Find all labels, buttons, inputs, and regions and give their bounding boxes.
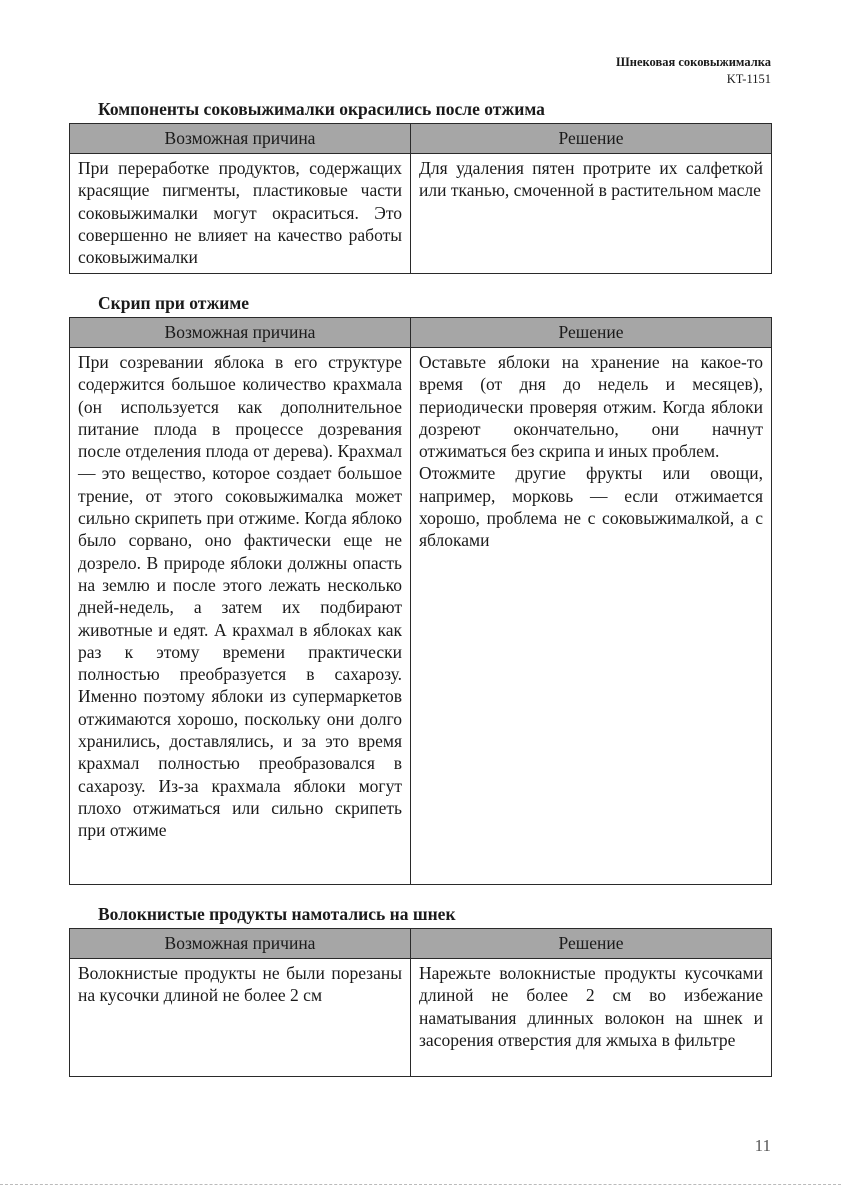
- solution-paragraph: Нарежьте волокнистые продукты кусочками длиной не более 2 см во избежание наматывания длинных волокон на шнек и засорения отверстия для жмыха в фильтре: [419, 963, 763, 1050]
- solution-cell: [411, 348, 772, 885]
- troubleshooting-table-squeak: [69, 317, 772, 885]
- column-header-solution: Решение: [411, 318, 772, 348]
- cause-cell: При созревании яблока в его структуре содержится большое количество крахмала (он используется как дополнительное питание плода в процессе дозревания после отделения плода от дерева). Крахмал — это вещество, которое создает большое трение, от этого соковыжималка может сильно скрипеть при отжиме. Когда яблоко было сорвано, оно фактически еще не дозрело. В природе яблоки должны опасть на землю и после этого лежать несколько дней-недель, а затем их подбирают животные и едят. А крахмал в яблоках как раз к этому времени практически полностью преобразуется в сахарозу. Именно поэтому яблоки из супермаркетов отжимаются хорошо, поскольку они долго хранились, доставлялись, и за это время крахмал полностью преобразовался в сахарозу. Из-за крахмала яблоки могут плохо отжиматься или сильно скрипеть при отжиме: [70, 348, 411, 885]
- solution-cell: [411, 959, 772, 1077]
- page-header: [616, 54, 771, 88]
- product-name: Шнековая соковыжималка: [616, 55, 771, 69]
- solution-cell: [411, 154, 772, 274]
- column-header-solution: Решение: [411, 124, 772, 154]
- cause-cell: При переработке продуктов, содержащих красящие пигменты, пластиковые части соковыжималки могут окраситься. Это совершенно не влияет на качество работы соковыжималки: [70, 154, 411, 274]
- solution-paragraph: Отожмите другие фрукты или овощи, например, морковь — если отжимается хорошо, проблема не с соковыжималкой, а с яблоками: [419, 463, 763, 551]
- section-title-fibrous: Волокнистые продукты намотались на шнек: [98, 904, 456, 924]
- troubleshooting-table-staining: [69, 123, 772, 274]
- solution-paragraph: Для удаления пятен протрите их салфеткой или тканью, смоченной в растительном масле: [419, 158, 763, 201]
- section-title-staining: Компоненты соковыжималки окрасились после отжима: [98, 99, 545, 119]
- model-number: KT-1151: [726, 72, 771, 86]
- section-title-squeak: Скрип при отжиме: [98, 293, 250, 313]
- column-header-solution: Решение: [411, 929, 772, 959]
- column-header-cause: Возможная причина: [70, 124, 411, 154]
- cause-cell: Волокнистые продукты не были порезаны на кусочки длиной не более 2 см: [70, 959, 411, 1077]
- page-number: 11: [754, 1136, 771, 1155]
- page-bottom-divider: [0, 1184, 841, 1185]
- column-header-cause: Возможная причина: [70, 929, 411, 959]
- column-header-cause: Возможная причина: [70, 318, 411, 348]
- troubleshooting-table-fibrous: [69, 928, 772, 1077]
- solution-paragraph: Оставьте яблоки на хранение на какое-то время (от дня до недель и месяцев), периодически проверяя отжим. Когда яблоки дозреют окончательно, они начнут отжиматься без скрипа и иных проблем.: [419, 352, 763, 462]
